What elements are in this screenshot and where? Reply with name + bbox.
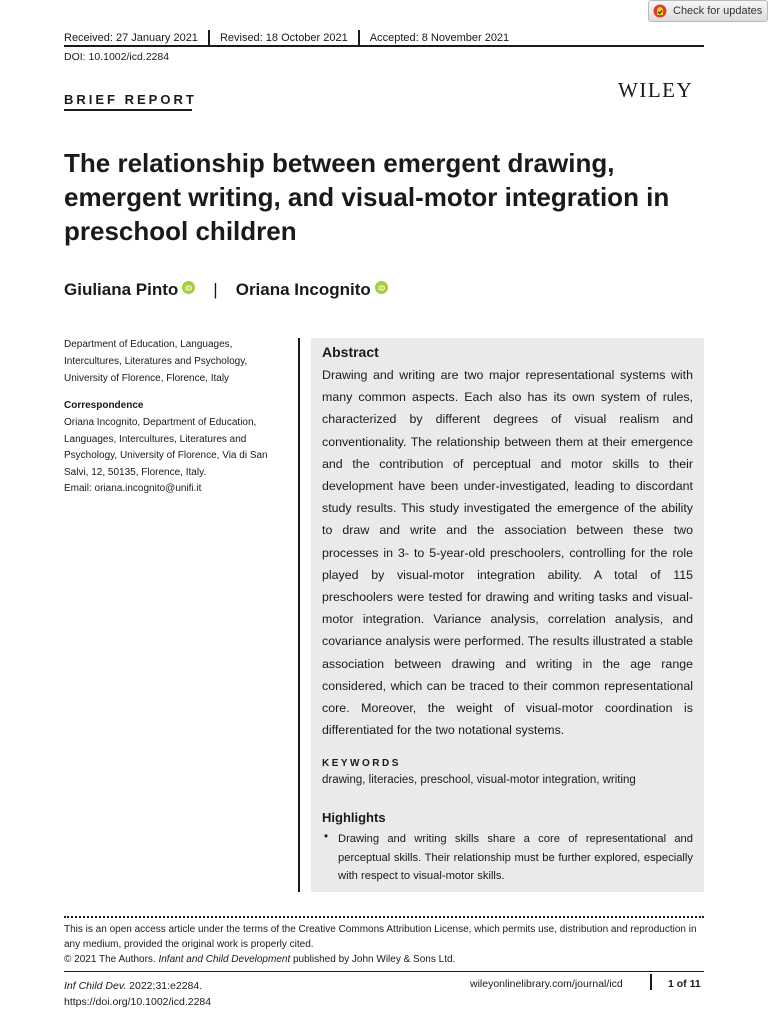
keywords-heading: KEYWORDS [322,758,401,769]
copyright-suffix: published by John Wiley & Sons Ltd. [290,954,456,965]
journal-url[interactable]: wileyonlinelibrary.com/journal/icd [470,978,623,990]
orcid-icon[interactable] [375,281,388,294]
received-date: Received: 27 January 2021 [64,32,198,44]
check-for-updates-label: Check for updates [673,5,763,17]
author-list [64,280,388,300]
highlights-heading: Highlights [322,810,386,825]
author-name[interactable]: Giuliana Pinto [64,280,179,299]
correspondence-address: Oriana Incognito, Department of Education, Languages, Intercultures, Literatures and Psychology, University of Florence, Via di San Salvi, 12, 50135, Florence, Italy. [64,417,268,478]
article-title: The relationship between emergent drawing, emergent writing, and visual-motor integration in preschool children [64,148,670,246]
section-underline [64,109,192,111]
highlight-item: Drawing and writing skills share a core of representational and perceptual skills. Their relationship must be further explored, especially with respect to visual-motor skills. [338,833,693,882]
abstract-heading: Abstract [322,344,379,360]
citation-journal: Inf Child Dev. [64,980,127,992]
footer-rule [64,971,704,972]
abstract-sidebar-rule [298,338,300,892]
keywords: drawing, literacies, preschool, visual-motor integration, writing [322,774,636,786]
author-name[interactable]: Oriana Incognito [235,280,371,299]
page-number: 1 of 11 [668,978,701,990]
publisher-logo: WILEY [618,78,694,102]
copyright-prefix: © 2021 The Authors. [64,954,159,965]
divider [208,30,210,46]
license-notice [64,922,704,967]
abstract-text: Drawing and writing are two major representational systems with many common aspects. Each also has its own system of rules, characterized by different degrees of visual realism and conventionality. The relationship between them at their emergence and the contribution of perceptual and motor skills to their development have been under-investigated, leading to discordant study results. This study investigated the emergence of the ability to draw and write and the association between these two processes in 3- to 5-year-old preschoolers, controlling for the role played by visual-motor integration ability. A total of 115 preschoolers were tested for drawing and writing tasks and visual-motor integration. Variance analysis, correlation analysis, and covariance analysis were performed. The results illustrated a stable association between drawing and writing in the age range considered, which can be traced to their common representational core. Moreover, the weight of visual-motor coordination is differentiated for the two notational systems. [322,368,693,738]
svg-text:iD: iD [377,285,385,292]
divider [650,974,652,990]
svg-text:iD: iD [185,285,193,292]
correspondence-heading: Correspondence [64,400,144,411]
accepted-date: Accepted: 8 November 2021 [369,32,510,44]
bullet-icon: • [324,831,329,843]
doi[interactable]: DOI: 10.1002/icd.2284 [64,51,170,63]
footer-dotted-rule [64,916,704,918]
orcid-icon[interactable] [182,281,195,294]
correspondence-block [64,415,292,498]
check-for-updates-button[interactable] [648,0,768,22]
citation-doi[interactable]: https://doi.org/10.1002/icd.2284 [64,996,212,1008]
section-label: BRIEF REPORT [64,92,197,107]
copyright-journal: Infant and Child Development [158,954,291,965]
correspondence-email[interactable]: Email: oriana.incognito@unifi.it [64,483,202,494]
citation-volume: 2022;31:e2284. [126,980,203,992]
article-dates [64,30,509,46]
citation [64,978,211,1010]
revised-date: Revised: 18 October 2021 [219,32,348,44]
header-rule [64,45,704,47]
affiliation: Department of Education, Languages, Intercultures, Literatures and Psychology, University of Florence, Florence, Italy [64,339,248,384]
crossmark-icon [653,4,667,18]
license-text: This is an open access article under the terms of the Creative Commons Attribution License, which permits use, distribution and reproduction in any medium, provided the original work is properly cited. [64,924,697,950]
divider [358,30,360,46]
author-separator: | [213,280,218,299]
